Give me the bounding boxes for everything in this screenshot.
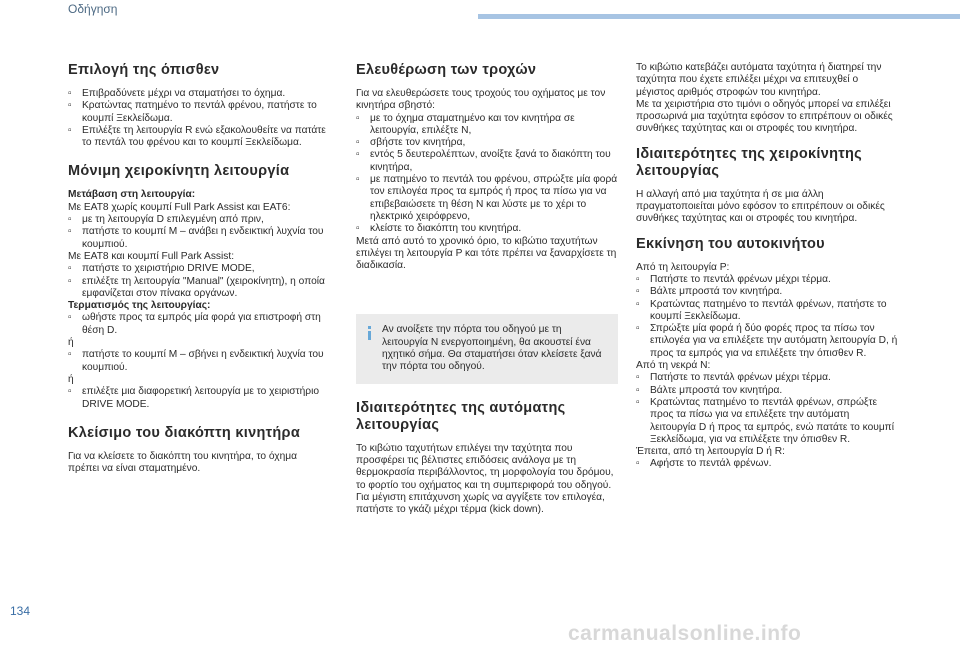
list-item: ▫ επιλέξτε μια διαφορετική λειτουργία με το χειριστήριο DRIVE MODE. — [68, 386, 320, 410]
heading-reverse: Επιλογή της όπισθεν — [68, 62, 220, 78]
info-text: Αν ανοίξετε την πόρτα του οδηγού με τη λειτουργία N ενεργοποιημένη, θα ακουστεί ένα ηχητικό σήμα. Θα σταματήσει όταν κλείσετε ξανά την πόρτα του οδηγού. — [382, 324, 602, 373]
subheading-end: Τερματισμός της λειτουργίας: — [68, 300, 211, 312]
column-middle — [356, 62, 618, 516]
free-after: Μετά από αυτό το χρονικό όριο, το κιβώτιο ταχυτήτων επιλέγει τη λειτουργία P και τότε πρέπει να ξαναρχίσετε τη διαδικασία. — [356, 235, 617, 272]
list-item: ▫ κλείστε το διακόπτη του κινητήρα. — [356, 223, 522, 235]
heading-manual-features: Ιδιαιτερότητες της χειροκίνητης λειτουργίας — [636, 145, 863, 179]
or-text: ή — [68, 373, 74, 385]
list-item: ▫ Βάλτε μπροστά τον κινητήρα. — [636, 384, 783, 396]
heading-free-wheels: Ελευθέρωση των τροχών — [356, 62, 537, 78]
from-n-label: Από τη νεκρά N: — [636, 360, 711, 372]
from-p-label: Από τη λειτουργία P: — [636, 261, 730, 273]
list-item: ▫ πατήστε το κουμπί M – ανάβει η ενδεικτική λυχνία του κουμπιού. — [68, 226, 324, 250]
eat6-intro: Με EAT8 χωρίς κουμπί Full Park Assist και EAT6: — [68, 201, 291, 213]
list-item: ▫ Βάλτε μπροστά τον κινητήρα. — [636, 286, 783, 298]
watermark: carmanualsonline.info — [568, 622, 802, 645]
column-right — [636, 62, 898, 471]
list-item: ▫ ωθήστε προς τα εμπρός μία φορά για επιστροφή στη θέση D. — [68, 312, 321, 336]
free-intro: Για να ελευθερώσετε τους τροχούς του οχήματος με τον κινητήρα σβηστό: — [356, 88, 606, 112]
list-item: ▫ Κρατώντας πατημένο το πεντάλ φρένου, πατήστε το κουμπί Ξεκλείδωμα. — [68, 100, 317, 124]
ignition-off-text: Για να κλείσετε το διακόπτη του κινητήρα, το όχημα πρέπει να είναι σταματημένο. — [68, 450, 298, 475]
list-item: ▫ Επιβραδύνετε μέχρι να σταματήσει το όχημα. — [68, 88, 286, 99]
list-item: ▫ Αφήστε το πεντάλ φρένων. — [636, 458, 772, 470]
list-item: ▫ εντός 5 δευτερολέπτων, ανοίξτε ξανά το διακόπτη του κινητήρα, — [356, 149, 611, 173]
paragraph-1: Το κιβώτιο κατεβάζει αυτόματα ταχύτητα ή διατηρεί την ταχύτητα που έχετε επιλέξει μέχρι να επιτευχθεί ο μέγιστος αριθμός στροφών του κινητήρα. — [636, 62, 882, 98]
auto-paragraph-2: Για μέγιστη επιτάχυνση χωρίς να αγγίξετε τον επιλογέα, πατήστε το γκάζι μέχρι τέρμα (kick down). — [356, 491, 605, 516]
header-bar — [478, 14, 960, 19]
list-item: ▫ Κρατώντας πατημένο το πεντάλ φρένων, σπρώξτε προς τα πίσω για να επιλέξετε την αυτόματη λειτουργία D ή προς τα εμπρός, ενώ πατάτε το κουμπί Ξεκλείδωμα, για να επιλέξετε την όπισθεν R. — [636, 396, 894, 445]
list-item: ▫ με το όχημα σταματημένο και τον κινητήρα σε λειτουργία, επιλέξτε N, — [356, 112, 575, 136]
heading-ignition-off: Κλείσιμο του διακόπτη κινητήρα — [68, 424, 301, 441]
list-item: ▫ Επιλέξτε τη λειτουργία R ενώ εξακολουθείτε να πατάτε το πεντάλ του φρένου και το κουμπί Ξεκλείδωμα. — [68, 124, 326, 149]
list-item: ▫ Πατήστε το πεντάλ φρένων μέχρι τέρμα. — [636, 372, 831, 384]
list-item: ▫ πατήστε το κουμπί M – σβήνει η ενδεικτική λυχνία του κουμπιού. — [68, 349, 324, 373]
eat8-intro: Με EAT8 και κουμπί Full Park Assist: — [68, 250, 235, 262]
subheading-switch: Μετάβαση στη λειτουργία: — [68, 189, 196, 201]
paragraph-2: Με τα χειριστήρια στο τιμόνι ο οδηγός μπορεί να επιλέξει προσωρινά μια ταχύτητα εφόσον το επιτρέπουν οι οδικές συνθήκες ταχύτητας και οι στροφές του κινητήρα. — [636, 98, 893, 135]
heading-manual-mode: Μόνιμη χειροκίνητη λειτουργία — [68, 163, 290, 180]
list-item: ▫ σβήστε τον κινητήρα, — [356, 137, 466, 149]
info-box — [356, 314, 618, 383]
list-item: ▫ Πατήστε το πεντάλ φρένων μέχρι τέρμα. — [636, 273, 831, 285]
heading-start-vehicle: Εκκίνηση του αυτοκινήτου — [636, 235, 825, 252]
paragraph-3: Η αλλαγή από μια ταχύτητα ή σε μια άλλη πραγματοποιείται μόνο εφόσον το επιτρέπουν οι οδικές συνθήκες ταχύτητας και οι στροφές του κινητήρα. — [636, 188, 885, 225]
page-number: 134 — [10, 604, 31, 618]
list-item: ▫ με πατημένο το πεντάλ του φρένου, σπρώξτε μία φορά τον επιλογέα προς τα εμπρός ή προς τα πίσω για να επιβεβαιώσετε τη θέση N και λύστε με το χέρι το ηλεκτρικό χειρόφρενο, — [356, 174, 618, 222]
then-label: Έπειτα, από τη λειτουργία D ή R: — [636, 446, 785, 458]
auto-paragraph-1: Το κιβώτιο ταχυτήτων επιλέγει την ταχύτητα που προσφέρει τις βέλτιστες επιδόσεις ανάλογα με τη θερμοκρασία περιβάλλοντος, τη μορφολογία του δρόμου, το φορτίο του οχήματος και τη συμπεριφορά του οδηγού. — [356, 442, 614, 491]
info-icon — [366, 326, 372, 340]
heading-auto-mode: Ιδιαιτερότητες της αυτόματης λειτουργίας — [356, 399, 566, 433]
list-item: ▫ με τη λειτουργία D επιλεγμένη από πριν, — [68, 214, 264, 226]
or-text: ή — [68, 337, 74, 349]
column-left — [68, 62, 330, 475]
list-item: ▫ πατήστε το χειριστήριο DRIVE MODE, — [68, 263, 255, 275]
list-item: ▫ Σπρώξτε μία φορά ή δύο φορές προς τα πίσω τον επιλογέα για να επιλέξετε την αυτόματη λειτουργία D, ή προς τα εμπρός για να επιλέξετε την όπισθεν R. — [636, 323, 898, 359]
list-item: ▫ Κρατώντας πατημένο το πεντάλ φρένων, πατήστε το κουμπί Ξεκλείδωμα. — [636, 298, 887, 322]
list-item: ▫ επιλέξτε τη λειτουργία "Manual" (χειροκίνητη), η οποία εμφανίζεται στον πίνακα οργάνων. — [68, 275, 325, 299]
section-header: Οδήγηση — [68, 2, 118, 16]
